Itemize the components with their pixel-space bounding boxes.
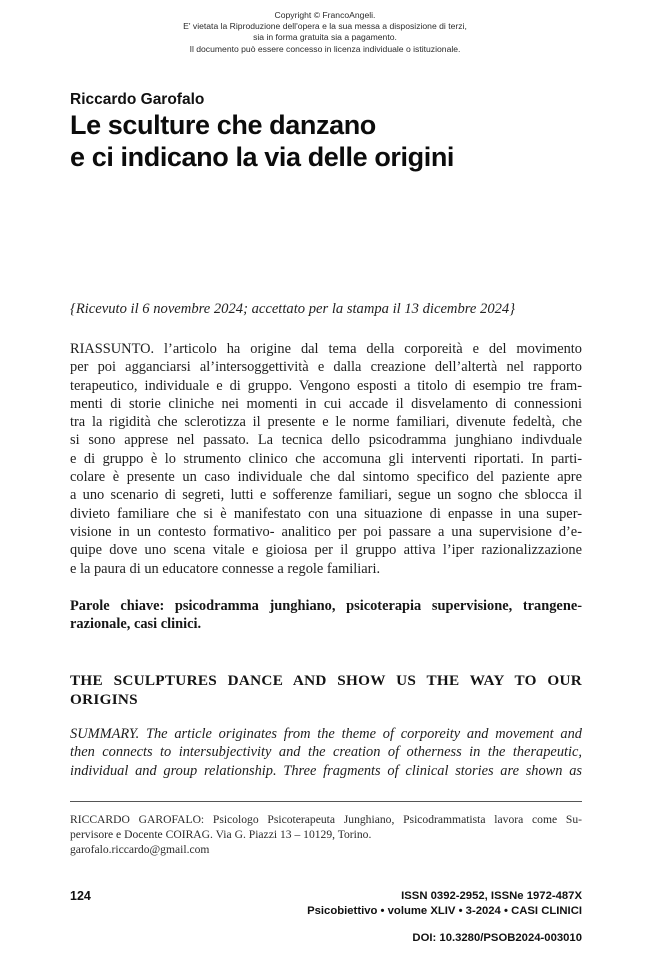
- english-title-line: ORIGINS: [70, 691, 138, 708]
- abstract-line: visione in un contesto formativo- analitico per poi passare a una supervisione d’e-: [70, 523, 582, 540]
- author-email: garofalo.riccardo@gmail.com: [70, 843, 210, 857]
- copyright-line: E' vietata la Riproduzione dell'opera e la sua messa a disposizione di terzi,: [183, 21, 467, 32]
- footnote-divider: [70, 801, 582, 802]
- abstract-paragraph: [70, 340, 582, 578]
- keywords-line: razionale, casi clinici.: [70, 616, 202, 633]
- english-title-line: THE SCULPTURES DANCE AND SHOW US THE WAY TO OUR: [70, 672, 582, 689]
- abstract-line: menti di storie cliniche nei momenti in cui accade il disvelamento di connessioni: [70, 395, 582, 412]
- abstract-line: si sono apprese nel passato. La tecnica dello psicodramma junghiano indivduale: [70, 432, 582, 449]
- copyright-notice: [0, 10, 650, 55]
- abstract-line: per poi agganciarsi al’intersoggettività e dalla creazione dell’altertà nel rapporto: [70, 359, 582, 376]
- abstract-line: RIASSUNTO. l’articolo ha origine dal tema della corporeità e del movimento: [70, 341, 582, 357]
- doi-line: DOI: 10.3280/PSOB2024-003010: [412, 932, 582, 944]
- keywords-line: Parole chiave: psicodramma junghiano, psicoterapia supervisione, trangene-: [70, 598, 582, 614]
- article-title-line: e ci indicano la via delle origini: [70, 142, 455, 172]
- copyright-line: Copyright © FrancoAngeli.: [274, 10, 376, 20]
- abstract-line: terapeutico, individuale e di gruppo. Vengono esposti a titolo di esempio tre fram-: [70, 377, 582, 394]
- copyright-line: Il documento può essere concesso in licenza individuale o istituzionale.: [189, 43, 461, 54]
- article-title-line: Le sculture che danzano: [70, 110, 376, 140]
- issn-line: ISSN 0392-2952, ISSNe 1972-487X: [401, 890, 582, 902]
- summary-paragraph: [70, 725, 582, 780]
- copyright-line: sia in forma gratuita sia a pagamento.: [253, 32, 397, 43]
- abstract-line: e la paura di un educatore connesse a regole familiari.: [70, 560, 381, 577]
- abstract-line: tra la rigidità che sclerotizza il presente e le norme familiari, divenute fedeltà, che: [70, 414, 582, 431]
- abstract-line: quipe dove uno scena vitale e gioiosa per il gruppo attiva l’iper razionalizzazione: [70, 542, 582, 559]
- abstract-line: a uno scenario di segreti, lutti e sofferenze familiari, segue un sogno che sblocca il: [70, 487, 582, 504]
- journal-info: [307, 889, 582, 919]
- summary-line: SUMMARY. The article originates from the theme of corporeity and movement and: [70, 726, 582, 742]
- journal-line: Psicobiettivo • volume XLIV • 3-2024 • CASI CLINICI: [307, 905, 582, 917]
- abstract-line: e di gruppo è lo strumento clinico che accomuna gli interventi riportati. In parti-: [70, 450, 582, 467]
- footnote-line: RICCARDO GAROFALO: Psicologo Psicoterapeuta Junghiano, Psicodrammatista lavora come Su-: [70, 813, 582, 826]
- summary-line: individual and group relationship. Three fragments of clinical stories are shown as: [70, 762, 582, 779]
- abstract-line: colare è presente un caso individuale che dal sintomo specifico del paziente apre: [70, 469, 582, 486]
- english-title: [70, 671, 582, 709]
- page-number: 124: [70, 889, 91, 903]
- article-title: [70, 109, 590, 173]
- author-footnote: [70, 812, 582, 858]
- author-name: Riccardo Garofalo: [70, 91, 205, 108]
- keywords-paragraph: [70, 597, 582, 634]
- summary-line: then connects to intersubjectivity and the creation of otherness in the therapeutic,: [70, 744, 582, 761]
- received-date-note: {Ricevuto il 6 novembre 2024; accettato per la stampa il 13 dicembre 2024}: [70, 301, 516, 317]
- abstract-line: divieto familiare che si è manifestato con una situazione di enpasse in una super-: [70, 505, 582, 522]
- footnote-line: pervisore e Docente COIRAG. Via G. Piazzi 13 – 10129, Torino.: [70, 828, 372, 842]
